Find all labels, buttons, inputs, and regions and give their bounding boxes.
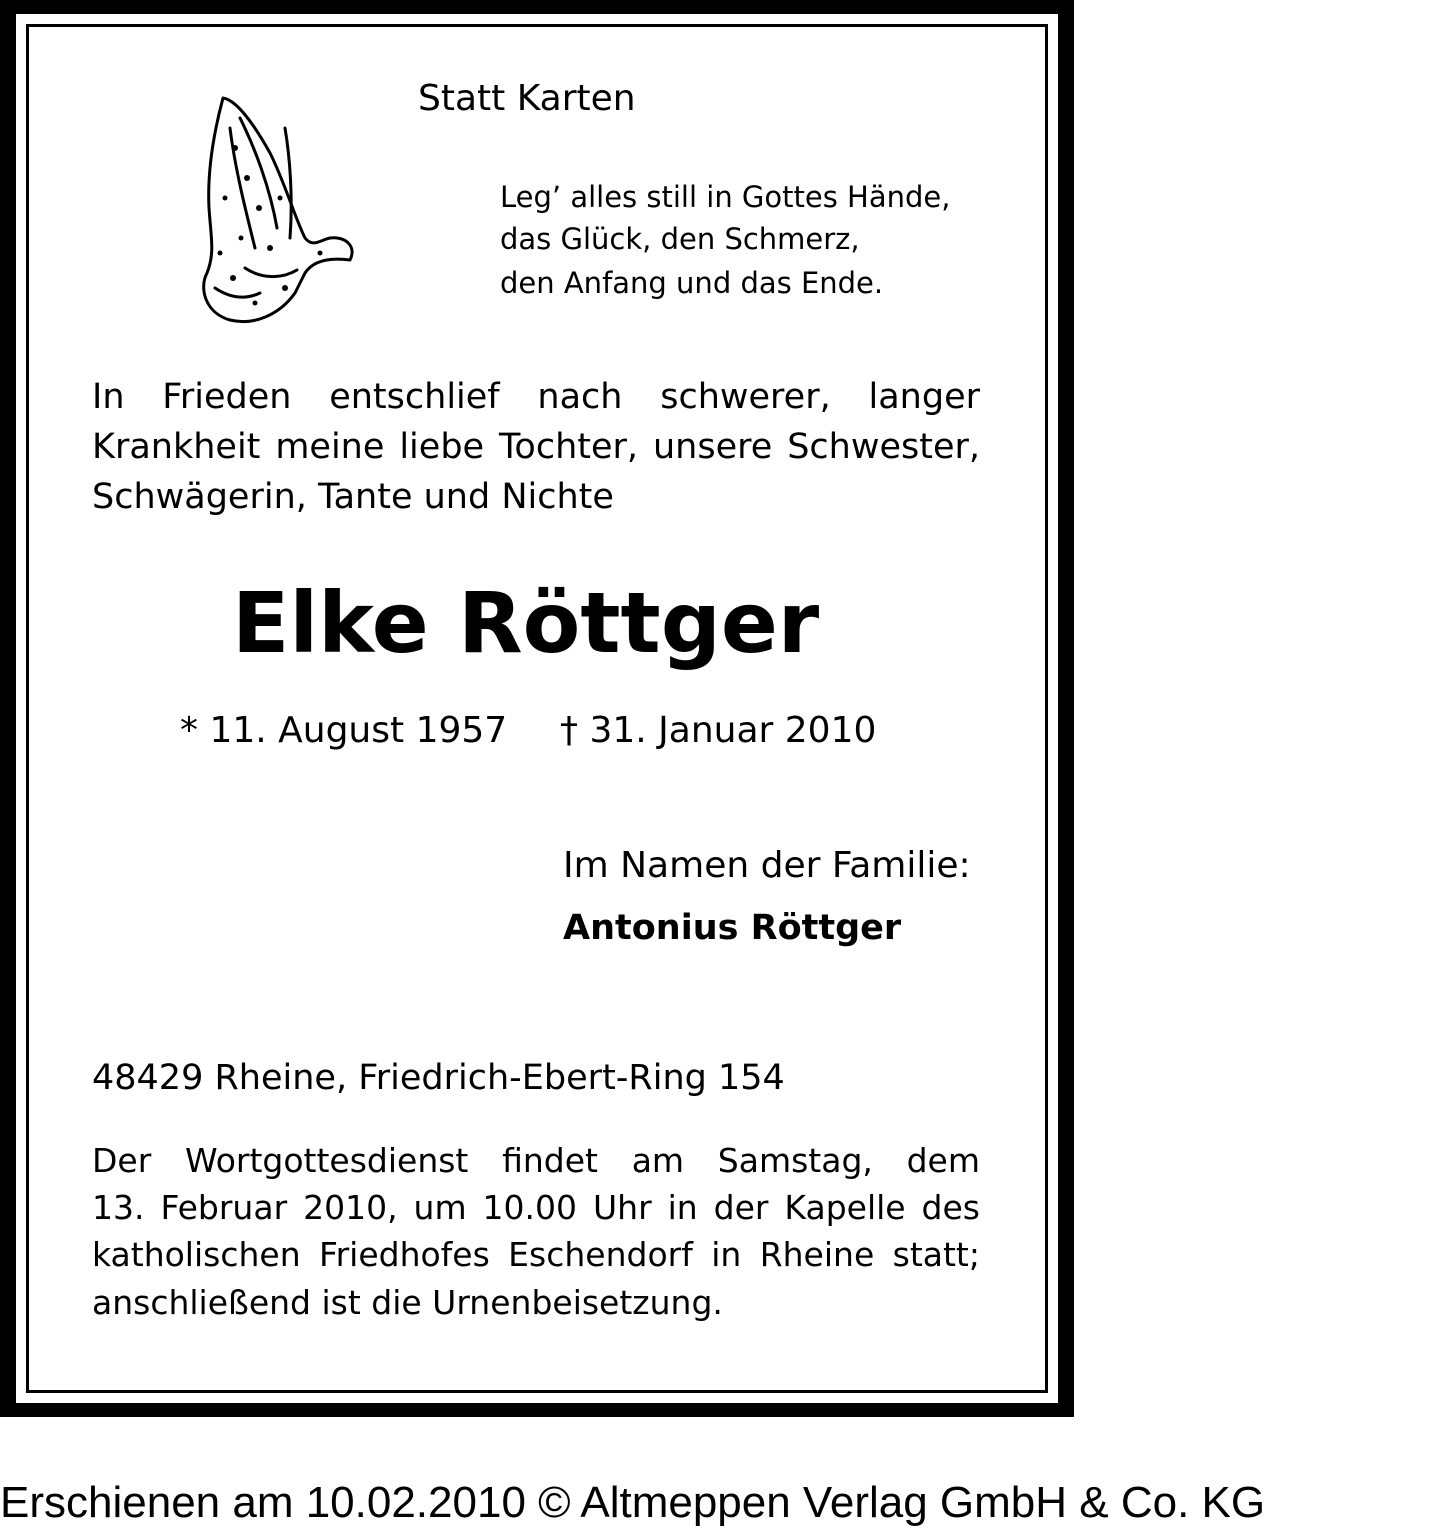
family-line: Im Namen der Familie: — [563, 845, 971, 886]
intro-line: In Frieden entschlief nach schwerer, langer — [92, 377, 980, 417]
notice-header: Statt Karten — [418, 78, 636, 119]
service-line: katholischen Friedhofes Eschendorf in Rheine statt; — [92, 1235, 980, 1274]
poem-line: Leg’ alles still in Gottes Hände, — [500, 180, 951, 214]
publication-footer: Erschienen am 10.02.2010 © Altmeppen Verlag GmbH & Co. KG — [0, 1478, 1266, 1527]
address: 48429 Rheine, Friedrich-Ebert-Ring 154 — [92, 1058, 785, 1098]
signer-name: Antonius Röttger — [563, 908, 902, 948]
poem-line: das Glück, den Schmerz, — [500, 222, 860, 256]
deceased-name: Elke Röttger — [232, 574, 820, 672]
birth-date: * 11. August 1957 — [180, 710, 508, 751]
intro-line: Schwägerin, Tante und Nichte — [92, 477, 614, 517]
service-line: anschließend ist die Urnenbeisetzung. — [92, 1283, 723, 1322]
service-line: Der Wortgottesdienst findet am Samstag, dem — [92, 1141, 980, 1180]
service-line: 13. Februar 2010, um 10.00 Uhr in der Kapelle des — [92, 1188, 980, 1227]
intro-line: Krankheit meine liebe Tochter, unsere Schwester, — [92, 427, 980, 467]
death-date: † 31. Januar 2010 — [560, 710, 877, 751]
praying-hands-icon — [185, 88, 365, 338]
poem-line: den Anfang und das Ende. — [500, 266, 884, 300]
